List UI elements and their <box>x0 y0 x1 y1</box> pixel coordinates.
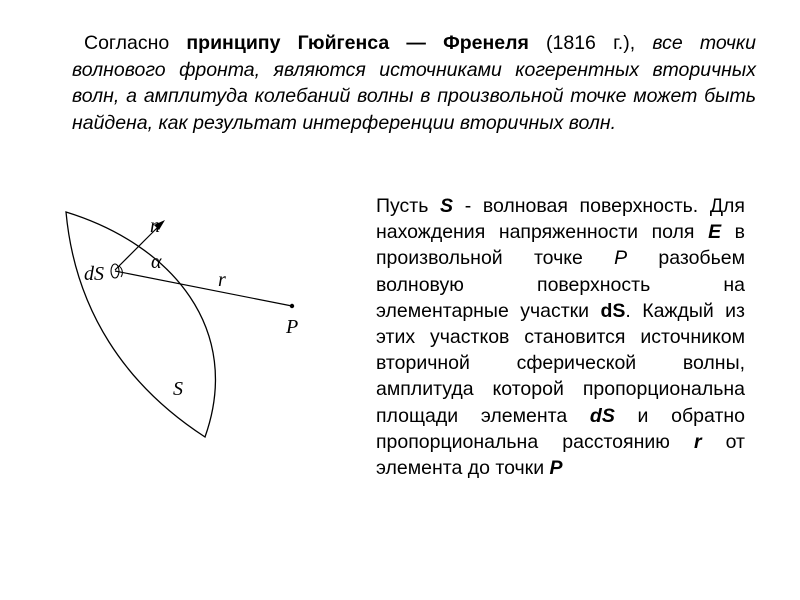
intro-year: (1816 г.), <box>528 32 653 54</box>
symbol-r: r <box>693 430 702 453</box>
intro-prefix: Согласно <box>84 32 187 54</box>
desc-text-7: от элемента до точки <box>376 430 745 480</box>
desc-text-3: в произвольной точке <box>376 221 745 270</box>
desc-text-2: - волновая поверхность. Для нахождения напряженности поля <box>376 195 745 244</box>
principle-name: принципу Гюйгенса — Френеля <box>186 32 529 54</box>
symbol-ds-second: dS <box>589 404 615 427</box>
desc-text-5: . Каждый из этих участков становится источником вторичной сферической волны, амплитуда которой пропорциональна площади элемента <box>376 299 745 427</box>
wave-surface-outline <box>66 212 215 437</box>
desc-text-1: Пусть <box>376 195 441 217</box>
desc-text-6: и обратно пропорциональна расстоянию <box>376 404 745 453</box>
label-r: r <box>218 269 226 291</box>
principle-statement: все точки волнового фронта, являются источниками когерентных вторичных волн, а амплитуда колебаний волны в произвольной точке может быть найдена, как результат интерференции вторичных волн. <box>72 32 756 134</box>
distance-line <box>115 271 292 306</box>
symbol-p-first: P <box>614 247 628 270</box>
intro-paragraph <box>72 30 756 136</box>
symbol-s: S <box>440 195 454 217</box>
symbol-e: E <box>708 221 722 244</box>
symbol-ds-first: dS <box>600 299 626 322</box>
desc-text-4: разобьем волновую поверхность на элементарные участки <box>376 247 745 322</box>
label-n: n <box>150 215 160 237</box>
label-ds: dS <box>84 263 104 285</box>
symbol-p-second: P <box>549 457 563 480</box>
label-s: S <box>173 378 183 400</box>
point-p-dot <box>290 304 294 308</box>
label-alpha: α <box>151 251 162 273</box>
wavefront-diagram <box>55 200 315 450</box>
label-p: P <box>286 316 299 338</box>
description-paragraph <box>376 193 745 481</box>
